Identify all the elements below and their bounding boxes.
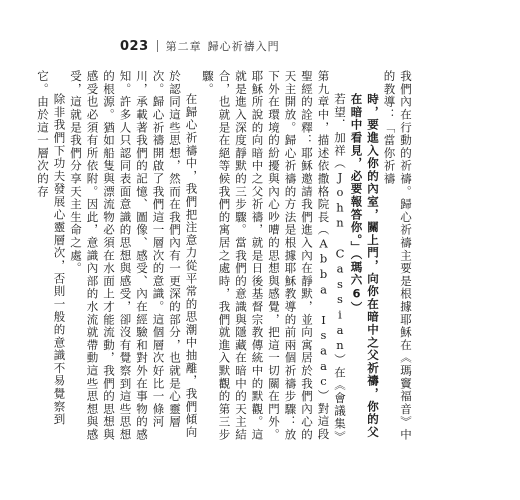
running-header — [120, 38, 280, 54]
header-divider — [157, 40, 158, 52]
page-number: 023 — [120, 38, 149, 54]
paragraph: 除非我們下功夫發展心靈層次，否則一般的意識不易覺察到它。由於這一層次的存 — [36, 70, 67, 426]
paragraph: 若望．加祥（John Cassian）在《會議集》第九章中，描述依撒格院長（Abba Isaac）對這段聖經的詮釋：耶穌邀請我們進入內在靜默，並向寓居於我們內心的天主開放。歸心祈禱的方法是根據耶穌教導的前兩個祈禱步驟：放下外在環境的紛擾與內心吵嘈的思想與感覺，把這一切關在門外。耶穌所說的向暗中之父祈禱，就是日後基督宗教傳統中的默觀。這就是進入深度靜默的三步驟。當我們的意識與隱藏在暗中的天主結合，也就是在絕等候我們的寓居之處時，我們就進入默觀的第三步驟。 — [201, 70, 347, 443]
chapter-title: 歸心祈禱入門 — [207, 40, 280, 53]
chapter-label: 第二章 — [165, 40, 202, 53]
paragraph: 我們內在行動的祈禱。歸心祈禱主要是根據耶穌在《瑪竇福音》中的教導：「當你祈禱 — [382, 70, 413, 442]
scripture-quote: 時，要進入你的內室，關上門，向你在暗中之父祈禱，你的父在暗中看見，必要報答你。」（瑪六6） — [349, 93, 380, 439]
body-text — [36, 70, 414, 446]
paragraph: 在歸心祈禱中，我們把注意力從平常的思潮中抽離，我們傾向於認同這些思想，然而在我們內有一更深的部分，也就是心靈層次。歸心祈禱開啟了我們這一層次的意識。這個層次好比一條河川，承載著我們的記憶、圖像、感受、內在經驗和對外在事物的感知。許多人只認同表面意識的思想與感受，卻沒有覺察到這些思想的根源。猶如船隻與漂流物必須在水面上才能流動，我們的思想與感受也必須有所依附。因此，意識內部的水流就帶動這些思想與感受，這就是我們分享天主生命之處。 — [69, 70, 199, 442]
